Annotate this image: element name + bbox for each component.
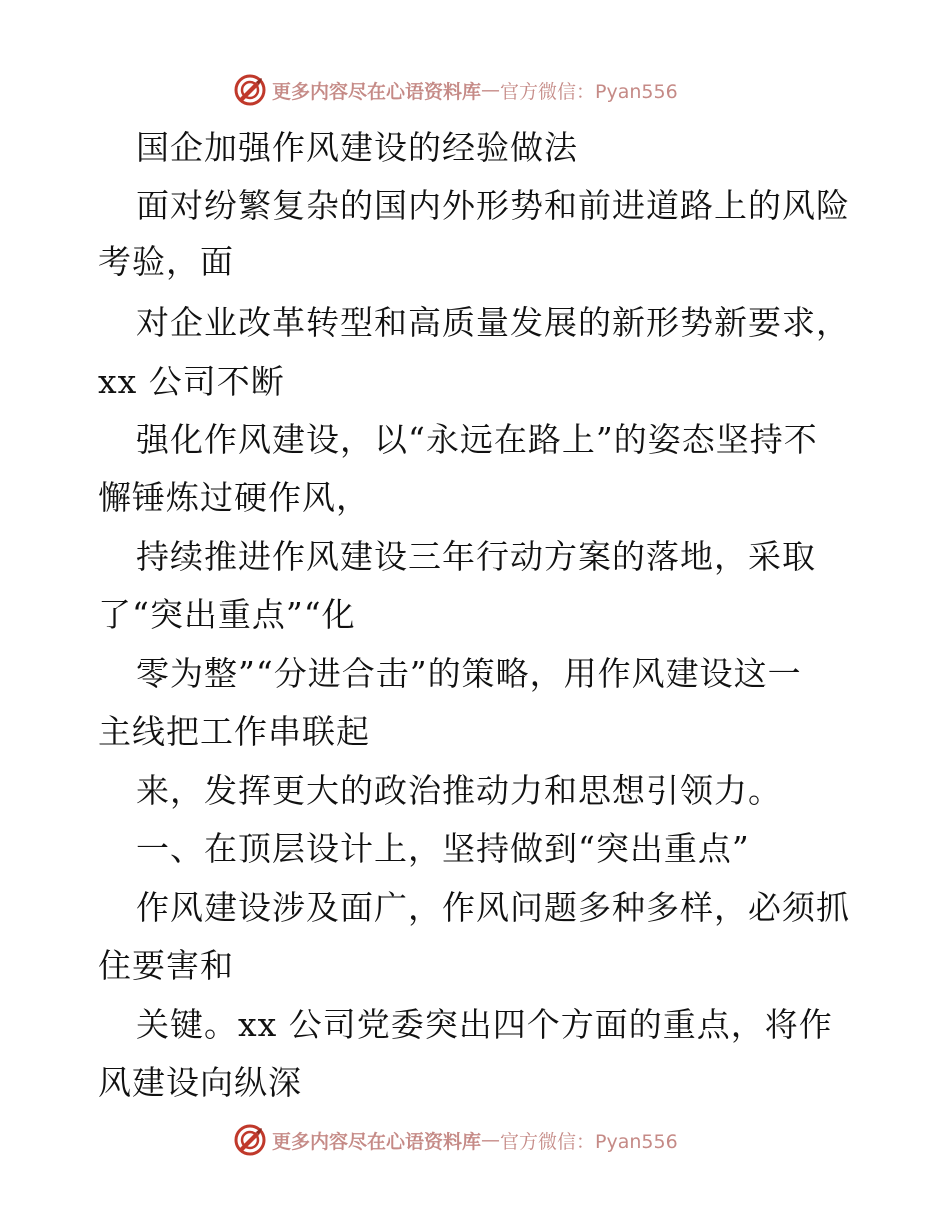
paragraph-line: 对企业改革转型和高质量发展的新形势新要求，	[136, 303, 850, 342]
logo-icon	[234, 74, 266, 106]
logo-icon	[234, 1124, 266, 1156]
paragraph-line: 作风建设涉及面广，作风问题多种多样，必须抓	[136, 888, 850, 927]
paragraph-line: 强化作风建设，以“永远在路上”的姿态坚持不	[136, 420, 818, 459]
paragraph-line: 关键。xx 公司党委突出四个方面的重点，将作	[136, 1005, 833, 1044]
paragraph-line: 懈锤炼过硬作风，	[98, 478, 370, 517]
banner-wechat-text: 官方微信：Pyan556	[500, 80, 678, 103]
paragraph-line: 来，发挥更大的政治推动力和思想引领力。	[136, 771, 782, 810]
paragraph-line: 面对纷繁复杂的国内外形势和前进道路上的风险	[136, 186, 850, 225]
paragraph-line: 了“突出重点”“化	[98, 595, 356, 634]
banner-main-text: 更多内容尽在心语资料库	[272, 1130, 482, 1153]
paragraph-line: 持续推进作风建设三年行动方案的落地，采取	[136, 537, 816, 576]
banner-wechat-text: 官方微信：Pyan556	[500, 1130, 678, 1153]
paragraph-line: xx 公司不断	[98, 362, 285, 401]
header-banner	[234, 72, 678, 108]
paragraph-line: 零为整”“分进合击”的策略，用作风建设这一	[136, 654, 802, 693]
section-heading: 一、在顶层设计上，坚持做到“突出重点”	[136, 829, 750, 868]
paragraph-line: 考验，面	[98, 242, 234, 281]
paragraph-line: 住要害和	[98, 946, 234, 985]
banner-separator: —	[481, 79, 501, 101]
document-title: 国企加强作风建设的经验做法	[136, 128, 578, 167]
banner-separator: —	[481, 1129, 501, 1151]
paragraph-line: 风建设向纵深	[98, 1063, 302, 1102]
banner-main-text: 更多内容尽在心语资料库	[272, 80, 482, 103]
footer-banner	[234, 1122, 678, 1158]
paragraph-line: 主线把工作串联起	[98, 712, 370, 751]
